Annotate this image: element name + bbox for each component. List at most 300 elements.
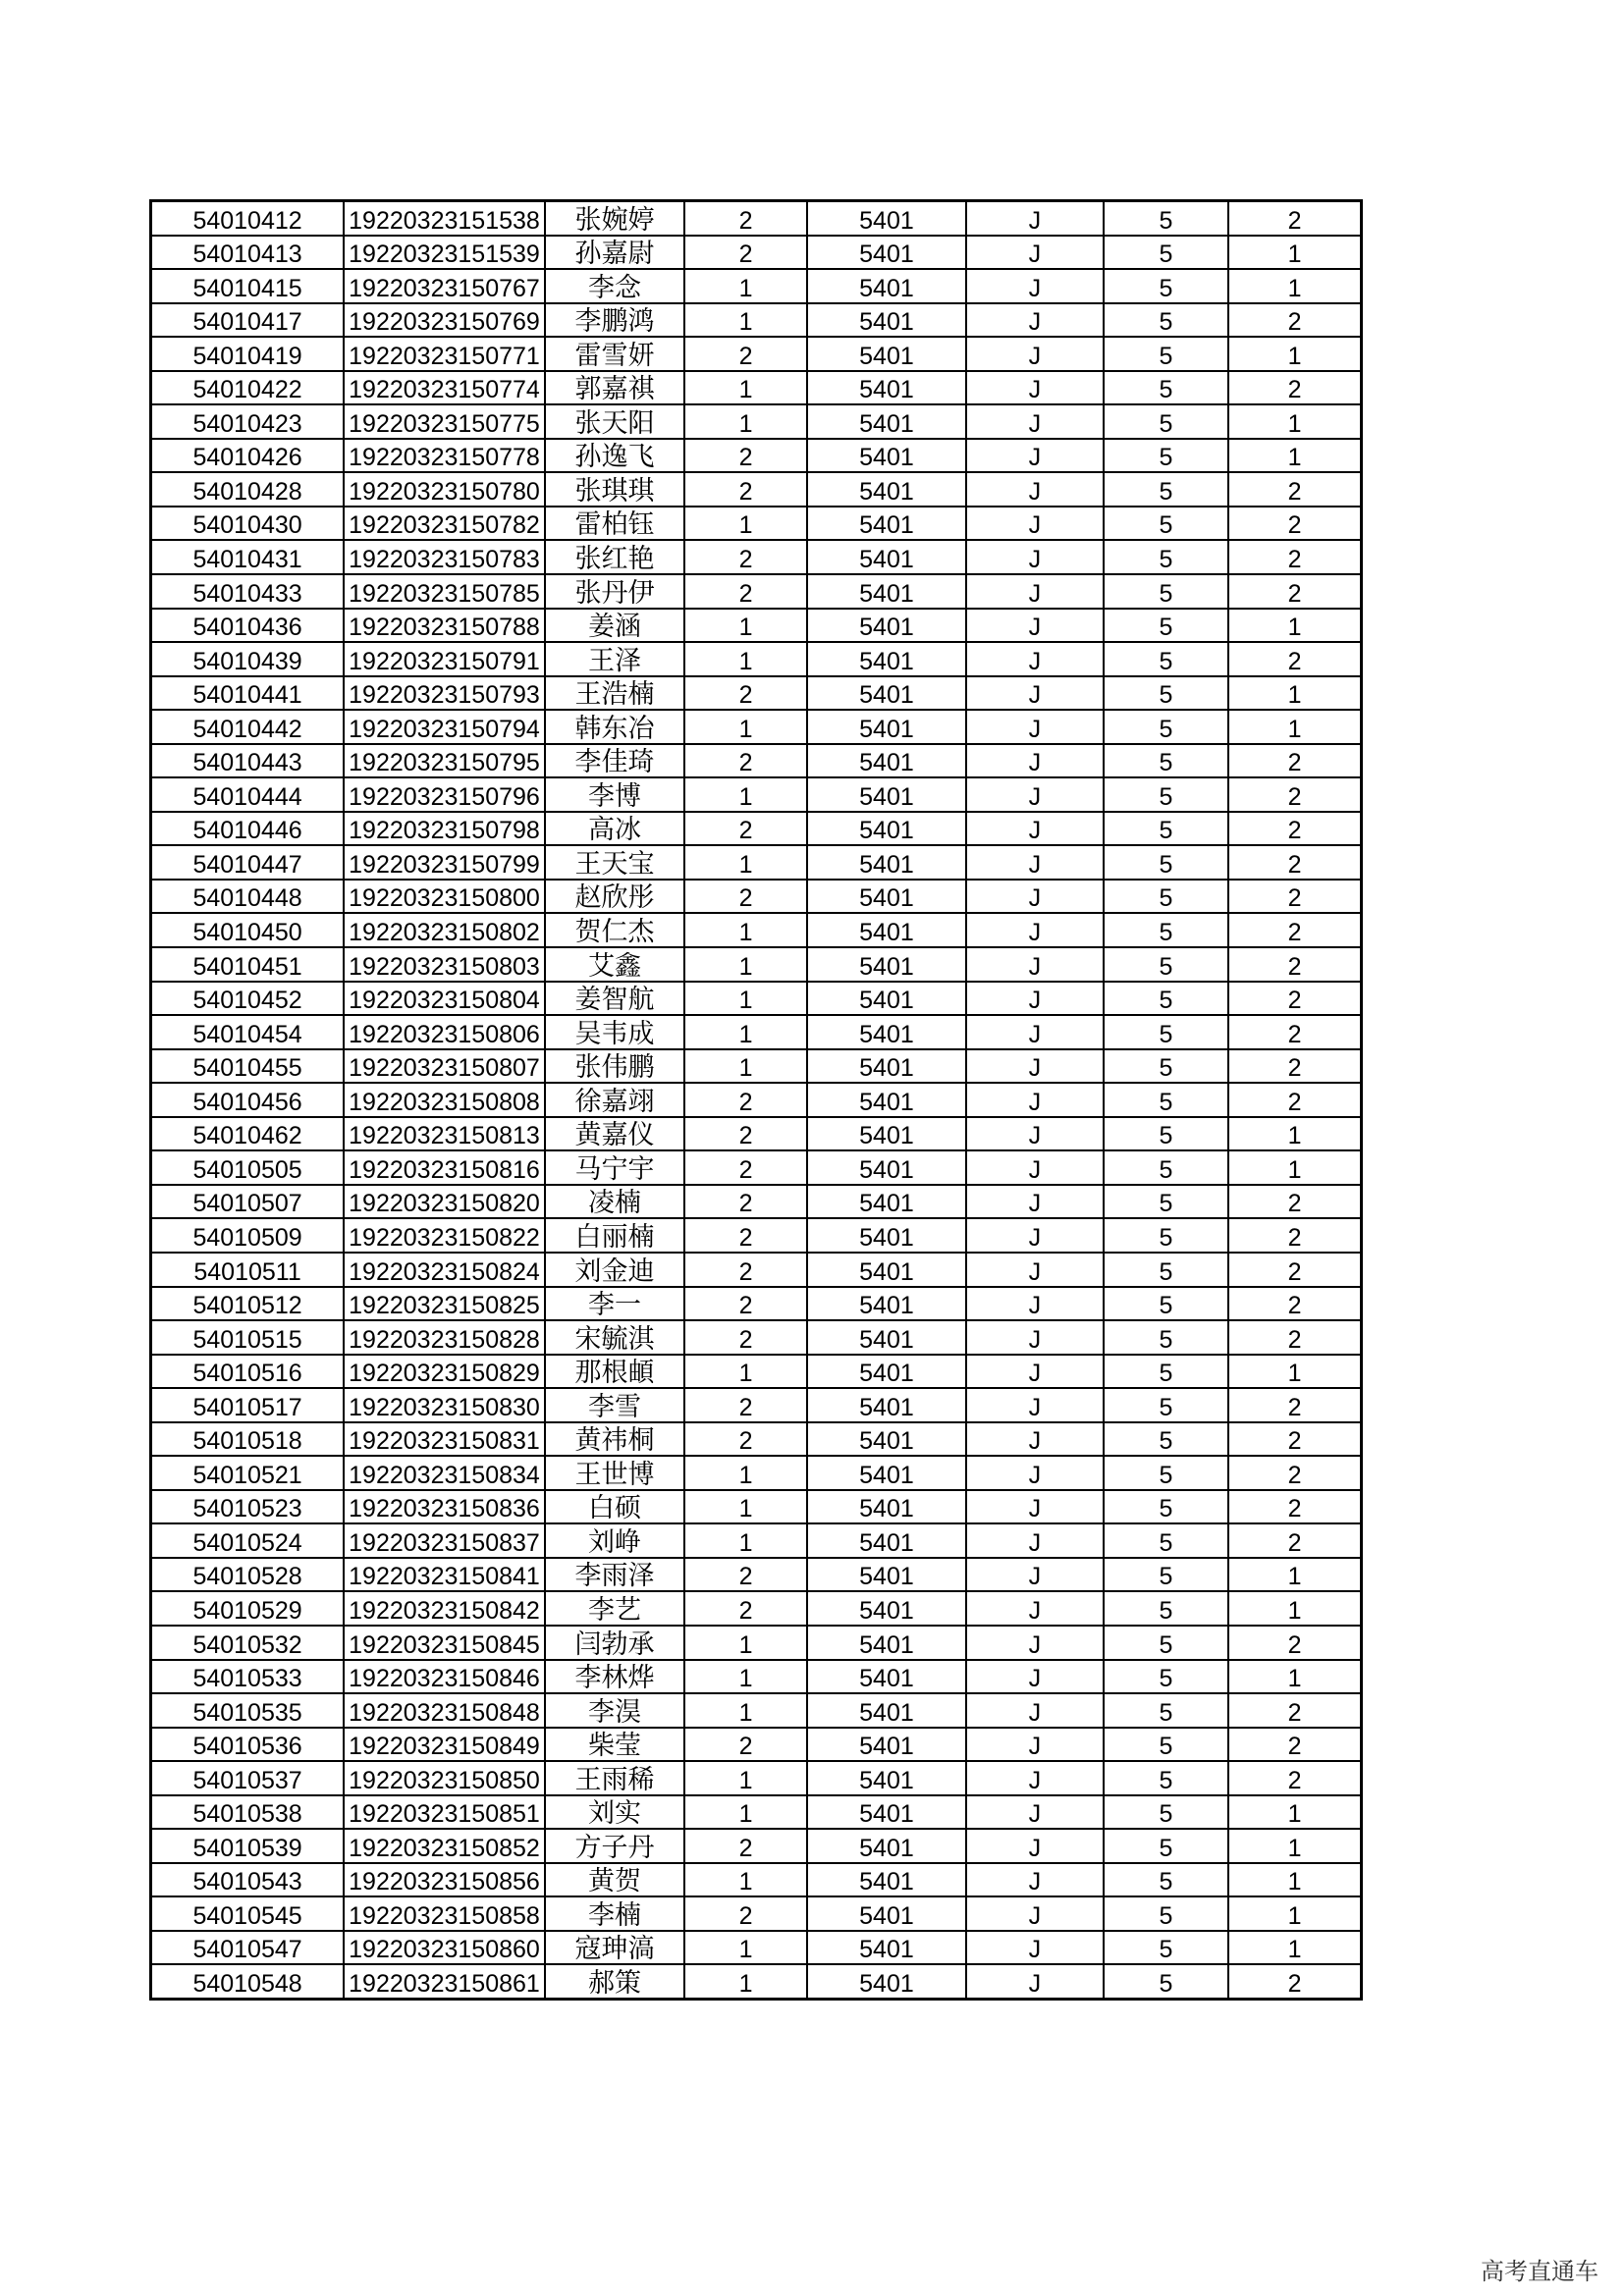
table-row xyxy=(151,439,1362,473)
category-cell: J xyxy=(966,1863,1104,1897)
cell-6-cell: 1 xyxy=(1228,1117,1361,1151)
registration-number-cell: 19220323150807 xyxy=(344,1049,545,1084)
student-name-cell: 黄祎桐 xyxy=(545,1422,684,1457)
watermark-text: 高考直通车 xyxy=(1481,2258,1598,2285)
category-cell: J xyxy=(966,710,1104,744)
school-code-cell: 5401 xyxy=(807,913,966,947)
exam-number-cell: 54010443 xyxy=(151,744,345,778)
gender-code-cell: 1 xyxy=(684,303,807,338)
cell-5-cell: 5 xyxy=(1104,1795,1228,1830)
table-row xyxy=(151,1388,1362,1422)
category-cell: J xyxy=(966,1558,1104,1592)
exam-number-cell: 54010507 xyxy=(151,1185,345,1219)
cell-5-cell: 5 xyxy=(1104,201,1228,236)
cell-6-cell: 2 xyxy=(1228,1049,1361,1084)
exam-number-cell: 54010444 xyxy=(151,777,345,812)
cell-5-cell: 5 xyxy=(1104,1591,1228,1626)
table-row xyxy=(151,880,1362,914)
cell-5-cell: 5 xyxy=(1104,1728,1228,1762)
gender-code-cell: 1 xyxy=(684,1355,807,1389)
category-cell: J xyxy=(966,337,1104,371)
table-row xyxy=(151,1150,1362,1185)
student-name-cell: 雷雪妍 xyxy=(545,337,684,371)
category-cell: J xyxy=(966,1795,1104,1830)
school-code-cell: 5401 xyxy=(807,845,966,880)
cell-6-cell: 1 xyxy=(1228,710,1361,744)
school-code-cell: 5401 xyxy=(807,236,966,270)
exam-number-cell: 54010521 xyxy=(151,1456,345,1490)
school-code-cell: 5401 xyxy=(807,1693,966,1728)
cell-5-cell: 5 xyxy=(1104,1355,1228,1389)
student-name-cell: 方子丹 xyxy=(545,1829,684,1863)
student-name-cell: 李楠 xyxy=(545,1896,684,1931)
cell-6-cell: 1 xyxy=(1228,404,1361,439)
school-code-cell: 5401 xyxy=(807,1320,966,1355)
gender-code-cell: 2 xyxy=(684,540,807,574)
table-row xyxy=(151,540,1362,574)
exam-number-cell: 54010543 xyxy=(151,1863,345,1897)
cell-6-cell: 2 xyxy=(1228,982,1361,1016)
gender-code-cell: 1 xyxy=(684,982,807,1016)
registration-number-cell: 19220323150816 xyxy=(344,1150,545,1185)
cell-6-cell: 2 xyxy=(1228,1015,1361,1049)
table-row xyxy=(151,269,1362,303)
student-name-cell: 姜涵 xyxy=(545,609,684,643)
student-name-cell: 李艺 xyxy=(545,1591,684,1626)
category-cell: J xyxy=(966,845,1104,880)
cell-6-cell: 2 xyxy=(1228,642,1361,676)
registration-number-cell: 19220323150820 xyxy=(344,1185,545,1219)
student-name-cell: 韩东冶 xyxy=(545,710,684,744)
exam-number-cell: 54010528 xyxy=(151,1558,345,1592)
cell-5-cell: 5 xyxy=(1104,1964,1228,1999)
table-row xyxy=(151,676,1362,711)
student-name-cell: 郭嘉祺 xyxy=(545,371,684,405)
gender-code-cell: 1 xyxy=(684,1761,807,1795)
category-cell: J xyxy=(966,1355,1104,1389)
exam-number-cell: 54010447 xyxy=(151,845,345,880)
exam-number-cell: 54010450 xyxy=(151,913,345,947)
school-code-cell: 5401 xyxy=(807,710,966,744)
category-cell: J xyxy=(966,1049,1104,1084)
cell-6-cell: 1 xyxy=(1228,676,1361,711)
exam-number-cell: 54010422 xyxy=(151,371,345,405)
school-code-cell: 5401 xyxy=(807,507,966,541)
student-name-cell: 刘峥 xyxy=(545,1523,684,1558)
cell-5-cell: 5 xyxy=(1104,1117,1228,1151)
registration-number-cell: 19220323150860 xyxy=(344,1931,545,1965)
table-row xyxy=(151,1964,1362,1999)
gender-code-cell: 1 xyxy=(684,1049,807,1084)
cell-5-cell: 5 xyxy=(1104,1049,1228,1084)
exam-number-cell: 54010524 xyxy=(151,1523,345,1558)
cell-5-cell: 5 xyxy=(1104,236,1228,270)
cell-5-cell: 5 xyxy=(1104,574,1228,609)
gender-code-cell: 2 xyxy=(684,1150,807,1185)
school-code-cell: 5401 xyxy=(807,269,966,303)
exam-number-cell: 54010415 xyxy=(151,269,345,303)
cell-6-cell: 1 xyxy=(1228,337,1361,371)
school-code-cell: 5401 xyxy=(807,1761,966,1795)
table-row xyxy=(151,1558,1362,1592)
student-name-cell: 王泽 xyxy=(545,642,684,676)
gender-code-cell: 2 xyxy=(684,1287,807,1321)
school-code-cell: 5401 xyxy=(807,1626,966,1660)
cell-6-cell: 2 xyxy=(1228,1626,1361,1660)
category-cell: J xyxy=(966,439,1104,473)
exam-number-cell: 54010433 xyxy=(151,574,345,609)
student-name-cell: 张婉婷 xyxy=(545,201,684,236)
gender-code-cell: 1 xyxy=(684,371,807,405)
student-table xyxy=(149,199,1363,2001)
category-cell: J xyxy=(966,1523,1104,1558)
table-row xyxy=(151,303,1362,338)
cell-6-cell: 1 xyxy=(1228,1829,1361,1863)
student-name-cell: 张丹伊 xyxy=(545,574,684,609)
gender-code-cell: 2 xyxy=(684,236,807,270)
school-code-cell: 5401 xyxy=(807,337,966,371)
cell-6-cell: 2 xyxy=(1228,1388,1361,1422)
cell-5-cell: 5 xyxy=(1104,947,1228,982)
cell-5-cell: 5 xyxy=(1104,982,1228,1016)
exam-number-cell: 54010426 xyxy=(151,439,345,473)
exam-number-cell: 54010509 xyxy=(151,1218,345,1253)
cell-6-cell: 2 xyxy=(1228,507,1361,541)
category-cell: J xyxy=(966,609,1104,643)
registration-number-cell: 19220323150806 xyxy=(344,1015,545,1049)
category-cell: J xyxy=(966,982,1104,1016)
table-row xyxy=(151,710,1362,744)
registration-number-cell: 19220323150850 xyxy=(344,1761,545,1795)
gender-code-cell: 2 xyxy=(684,744,807,778)
registration-number-cell: 19220323150808 xyxy=(344,1083,545,1117)
table-row xyxy=(151,947,1362,982)
table-row xyxy=(151,1049,1362,1084)
cell-6-cell: 2 xyxy=(1228,1490,1361,1524)
school-code-cell: 5401 xyxy=(807,880,966,914)
registration-number-cell: 19220323150836 xyxy=(344,1490,545,1524)
cell-5-cell: 5 xyxy=(1104,472,1228,507)
student-name-cell: 雷柏钰 xyxy=(545,507,684,541)
table-row xyxy=(151,744,1362,778)
category-cell: J xyxy=(966,1456,1104,1490)
student-name-cell: 马宁宇 xyxy=(545,1150,684,1185)
cell-6-cell: 2 xyxy=(1228,540,1361,574)
student-name-cell: 徐嘉翊 xyxy=(545,1083,684,1117)
gender-code-cell: 1 xyxy=(684,1456,807,1490)
student-name-cell: 李雪 xyxy=(545,1388,684,1422)
cell-5-cell: 5 xyxy=(1104,1320,1228,1355)
school-code-cell: 5401 xyxy=(807,1863,966,1897)
cell-5-cell: 5 xyxy=(1104,507,1228,541)
cell-6-cell: 2 xyxy=(1228,913,1361,947)
student-name-cell: 姜智航 xyxy=(545,982,684,1016)
student-name-cell: 王天宝 xyxy=(545,845,684,880)
category-cell: J xyxy=(966,1660,1104,1694)
table-row xyxy=(151,812,1362,846)
registration-number-cell: 19220323150831 xyxy=(344,1422,545,1457)
student-name-cell: 李一 xyxy=(545,1287,684,1321)
table-row xyxy=(151,777,1362,812)
table-row xyxy=(151,1863,1362,1897)
cell-5-cell: 5 xyxy=(1104,303,1228,338)
gender-code-cell: 2 xyxy=(684,1896,807,1931)
registration-number-cell: 19220323150783 xyxy=(344,540,545,574)
gender-code-cell: 1 xyxy=(684,269,807,303)
exam-number-cell: 54010512 xyxy=(151,1287,345,1321)
cell-6-cell: 1 xyxy=(1228,1150,1361,1185)
gender-code-cell: 1 xyxy=(684,1015,807,1049)
exam-number-cell: 54010517 xyxy=(151,1388,345,1422)
school-code-cell: 5401 xyxy=(807,982,966,1016)
exam-number-cell: 54010423 xyxy=(151,404,345,439)
category-cell: J xyxy=(966,1728,1104,1762)
registration-number-cell: 19220323150858 xyxy=(344,1896,545,1931)
gender-code-cell: 2 xyxy=(684,1422,807,1457)
school-code-cell: 5401 xyxy=(807,812,966,846)
gender-code-cell: 2 xyxy=(684,1320,807,1355)
table-row xyxy=(151,1355,1362,1389)
exam-number-cell: 54010455 xyxy=(151,1049,345,1084)
category-cell: J xyxy=(966,371,1104,405)
school-code-cell: 5401 xyxy=(807,1253,966,1287)
registration-number-cell: 19220323150785 xyxy=(344,574,545,609)
table-row xyxy=(151,1422,1362,1457)
school-code-cell: 5401 xyxy=(807,1795,966,1830)
gender-code-cell: 1 xyxy=(684,1660,807,1694)
category-cell: J xyxy=(966,269,1104,303)
school-code-cell: 5401 xyxy=(807,1558,966,1592)
cell-6-cell: 1 xyxy=(1228,1896,1361,1931)
cell-6-cell: 2 xyxy=(1228,1185,1361,1219)
cell-5-cell: 5 xyxy=(1104,845,1228,880)
cell-5-cell: 5 xyxy=(1104,404,1228,439)
registration-number-cell: 19220323150824 xyxy=(344,1253,545,1287)
cell-6-cell: 2 xyxy=(1228,880,1361,914)
cell-6-cell: 1 xyxy=(1228,1355,1361,1389)
cell-6-cell: 2 xyxy=(1228,1320,1361,1355)
gender-code-cell: 1 xyxy=(684,710,807,744)
school-code-cell: 5401 xyxy=(807,676,966,711)
table-row xyxy=(151,1931,1362,1965)
gender-code-cell: 2 xyxy=(684,1185,807,1219)
school-code-cell: 5401 xyxy=(807,947,966,982)
exam-number-cell: 54010505 xyxy=(151,1150,345,1185)
cell-5-cell: 5 xyxy=(1104,880,1228,914)
cell-6-cell: 1 xyxy=(1228,1591,1361,1626)
exam-number-cell: 54010515 xyxy=(151,1320,345,1355)
cell-6-cell: 1 xyxy=(1228,1863,1361,1897)
exam-number-cell: 54010545 xyxy=(151,1896,345,1931)
registration-number-cell: 19220323150796 xyxy=(344,777,545,812)
category-cell: J xyxy=(966,507,1104,541)
table-row xyxy=(151,1626,1362,1660)
exam-number-cell: 54010428 xyxy=(151,472,345,507)
cell-5-cell: 5 xyxy=(1104,1896,1228,1931)
cell-6-cell: 2 xyxy=(1228,574,1361,609)
registration-number-cell: 19220323150771 xyxy=(344,337,545,371)
student-name-cell: 柴莹 xyxy=(545,1728,684,1762)
table-row xyxy=(151,1320,1362,1355)
student-name-cell: 李雨泽 xyxy=(545,1558,684,1592)
gender-code-cell: 1 xyxy=(684,1863,807,1897)
registration-number-cell: 19220323150794 xyxy=(344,710,545,744)
exam-number-cell: 54010535 xyxy=(151,1693,345,1728)
cell-6-cell: 1 xyxy=(1228,439,1361,473)
exam-number-cell: 54010538 xyxy=(151,1795,345,1830)
cell-5-cell: 5 xyxy=(1104,540,1228,574)
registration-number-cell: 19220323150834 xyxy=(344,1456,545,1490)
gender-code-cell: 1 xyxy=(684,1490,807,1524)
category-cell: J xyxy=(966,1253,1104,1287)
cell-6-cell: 2 xyxy=(1228,371,1361,405)
school-code-cell: 5401 xyxy=(807,1523,966,1558)
school-code-cell: 5401 xyxy=(807,642,966,676)
gender-code-cell: 2 xyxy=(684,1218,807,1253)
exam-number-cell: 54010430 xyxy=(151,507,345,541)
school-code-cell: 5401 xyxy=(807,1660,966,1694)
gender-code-cell: 2 xyxy=(684,812,807,846)
school-code-cell: 5401 xyxy=(807,1083,966,1117)
cell-5-cell: 5 xyxy=(1104,371,1228,405)
cell-5-cell: 5 xyxy=(1104,710,1228,744)
cell-6-cell: 1 xyxy=(1228,1931,1361,1965)
cell-6-cell: 2 xyxy=(1228,947,1361,982)
registration-number-cell: 19220323150782 xyxy=(344,507,545,541)
registration-number-cell: 19220323150800 xyxy=(344,880,545,914)
exam-number-cell: 54010539 xyxy=(151,1829,345,1863)
cell-5-cell: 5 xyxy=(1104,1863,1228,1897)
student-name-cell: 张琪琪 xyxy=(545,472,684,507)
registration-number-cell: 19220323150799 xyxy=(344,845,545,880)
student-name-cell: 王世博 xyxy=(545,1456,684,1490)
category-cell: J xyxy=(966,1626,1104,1660)
table-row xyxy=(151,982,1362,1016)
student-name-cell: 寇珅滈 xyxy=(545,1931,684,1965)
cell-6-cell: 1 xyxy=(1228,609,1361,643)
cell-5-cell: 5 xyxy=(1104,1287,1228,1321)
cell-5-cell: 5 xyxy=(1104,1693,1228,1728)
gender-code-cell: 1 xyxy=(684,1964,807,1999)
school-code-cell: 5401 xyxy=(807,1456,966,1490)
exam-number-cell: 54010548 xyxy=(151,1964,345,1999)
table-row xyxy=(151,913,1362,947)
cell-6-cell: 1 xyxy=(1228,269,1361,303)
student-name-cell: 刘实 xyxy=(545,1795,684,1830)
table-row xyxy=(151,1896,1362,1931)
registration-number-cell: 19220323150846 xyxy=(344,1660,545,1694)
category-cell: J xyxy=(966,201,1104,236)
cell-5-cell: 5 xyxy=(1104,1456,1228,1490)
category-cell: J xyxy=(966,1388,1104,1422)
cell-5-cell: 5 xyxy=(1104,269,1228,303)
registration-number-cell: 19220323150841 xyxy=(344,1558,545,1592)
student-name-cell: 黄贺 xyxy=(545,1863,684,1897)
school-code-cell: 5401 xyxy=(807,1388,966,1422)
student-name-cell: 张红艳 xyxy=(545,540,684,574)
student-name-cell: 李鹏鸿 xyxy=(545,303,684,338)
exam-number-cell: 54010412 xyxy=(151,201,345,236)
registration-number-cell: 19220323150825 xyxy=(344,1287,545,1321)
cell-5-cell: 5 xyxy=(1104,1931,1228,1965)
school-code-cell: 5401 xyxy=(807,1015,966,1049)
school-code-cell: 5401 xyxy=(807,303,966,338)
cell-5-cell: 5 xyxy=(1104,744,1228,778)
cell-5-cell: 5 xyxy=(1104,1083,1228,1117)
registration-number-cell: 19220323151539 xyxy=(344,236,545,270)
exam-number-cell: 54010442 xyxy=(151,710,345,744)
cell-5-cell: 5 xyxy=(1104,1660,1228,1694)
student-name-cell: 宋毓淇 xyxy=(545,1320,684,1355)
category-cell: J xyxy=(966,1117,1104,1151)
category-cell: J xyxy=(966,744,1104,778)
category-cell: J xyxy=(966,1083,1104,1117)
gender-code-cell: 1 xyxy=(684,642,807,676)
school-code-cell: 5401 xyxy=(807,1355,966,1389)
gender-code-cell: 2 xyxy=(684,1591,807,1626)
cell-5-cell: 5 xyxy=(1104,1253,1228,1287)
cell-6-cell: 1 xyxy=(1228,1558,1361,1592)
gender-code-cell: 1 xyxy=(684,1626,807,1660)
cell-6-cell: 1 xyxy=(1228,1795,1361,1830)
table-row xyxy=(151,1523,1362,1558)
category-cell: J xyxy=(966,1964,1104,1999)
gender-code-cell: 2 xyxy=(684,337,807,371)
student-name-cell: 王雨稀 xyxy=(545,1761,684,1795)
cell-6-cell: 2 xyxy=(1228,472,1361,507)
gender-code-cell: 1 xyxy=(684,913,807,947)
exam-number-cell: 54010533 xyxy=(151,1660,345,1694)
cell-6-cell: 1 xyxy=(1228,236,1361,270)
school-code-cell: 5401 xyxy=(807,371,966,405)
category-cell: J xyxy=(966,1218,1104,1253)
cell-6-cell: 2 xyxy=(1228,1456,1361,1490)
cell-6-cell: 2 xyxy=(1228,1287,1361,1321)
cell-5-cell: 5 xyxy=(1104,1150,1228,1185)
table-row xyxy=(151,845,1362,880)
cell-6-cell: 2 xyxy=(1228,1728,1361,1762)
table-row xyxy=(151,642,1362,676)
exam-number-cell: 54010454 xyxy=(151,1015,345,1049)
gender-code-cell: 2 xyxy=(684,1388,807,1422)
exam-number-cell: 54010511 xyxy=(151,1253,345,1287)
registration-number-cell: 19220323150774 xyxy=(344,371,545,405)
cell-5-cell: 5 xyxy=(1104,1523,1228,1558)
student-name-cell: 郝策 xyxy=(545,1964,684,1999)
student-name-cell: 李念 xyxy=(545,269,684,303)
student-name-cell: 黄嘉仪 xyxy=(545,1117,684,1151)
category-cell: J xyxy=(966,1185,1104,1219)
registration-number-cell: 19220323150856 xyxy=(344,1863,545,1897)
registration-number-cell: 19220323150851 xyxy=(344,1795,545,1830)
table-row xyxy=(151,1253,1362,1287)
cell-6-cell: 2 xyxy=(1228,777,1361,812)
table-row xyxy=(151,609,1362,643)
exam-number-cell: 54010446 xyxy=(151,812,345,846)
category-cell: J xyxy=(966,1761,1104,1795)
cell-5-cell: 5 xyxy=(1104,1388,1228,1422)
category-cell: J xyxy=(966,1320,1104,1355)
school-code-cell: 5401 xyxy=(807,1490,966,1524)
registration-number-cell: 19220323150778 xyxy=(344,439,545,473)
gender-code-cell: 1 xyxy=(684,845,807,880)
table-row xyxy=(151,404,1362,439)
school-code-cell: 5401 xyxy=(807,1218,966,1253)
school-code-cell: 5401 xyxy=(807,540,966,574)
category-cell: J xyxy=(966,880,1104,914)
cell-5-cell: 5 xyxy=(1104,1422,1228,1457)
cell-6-cell: 2 xyxy=(1228,1083,1361,1117)
